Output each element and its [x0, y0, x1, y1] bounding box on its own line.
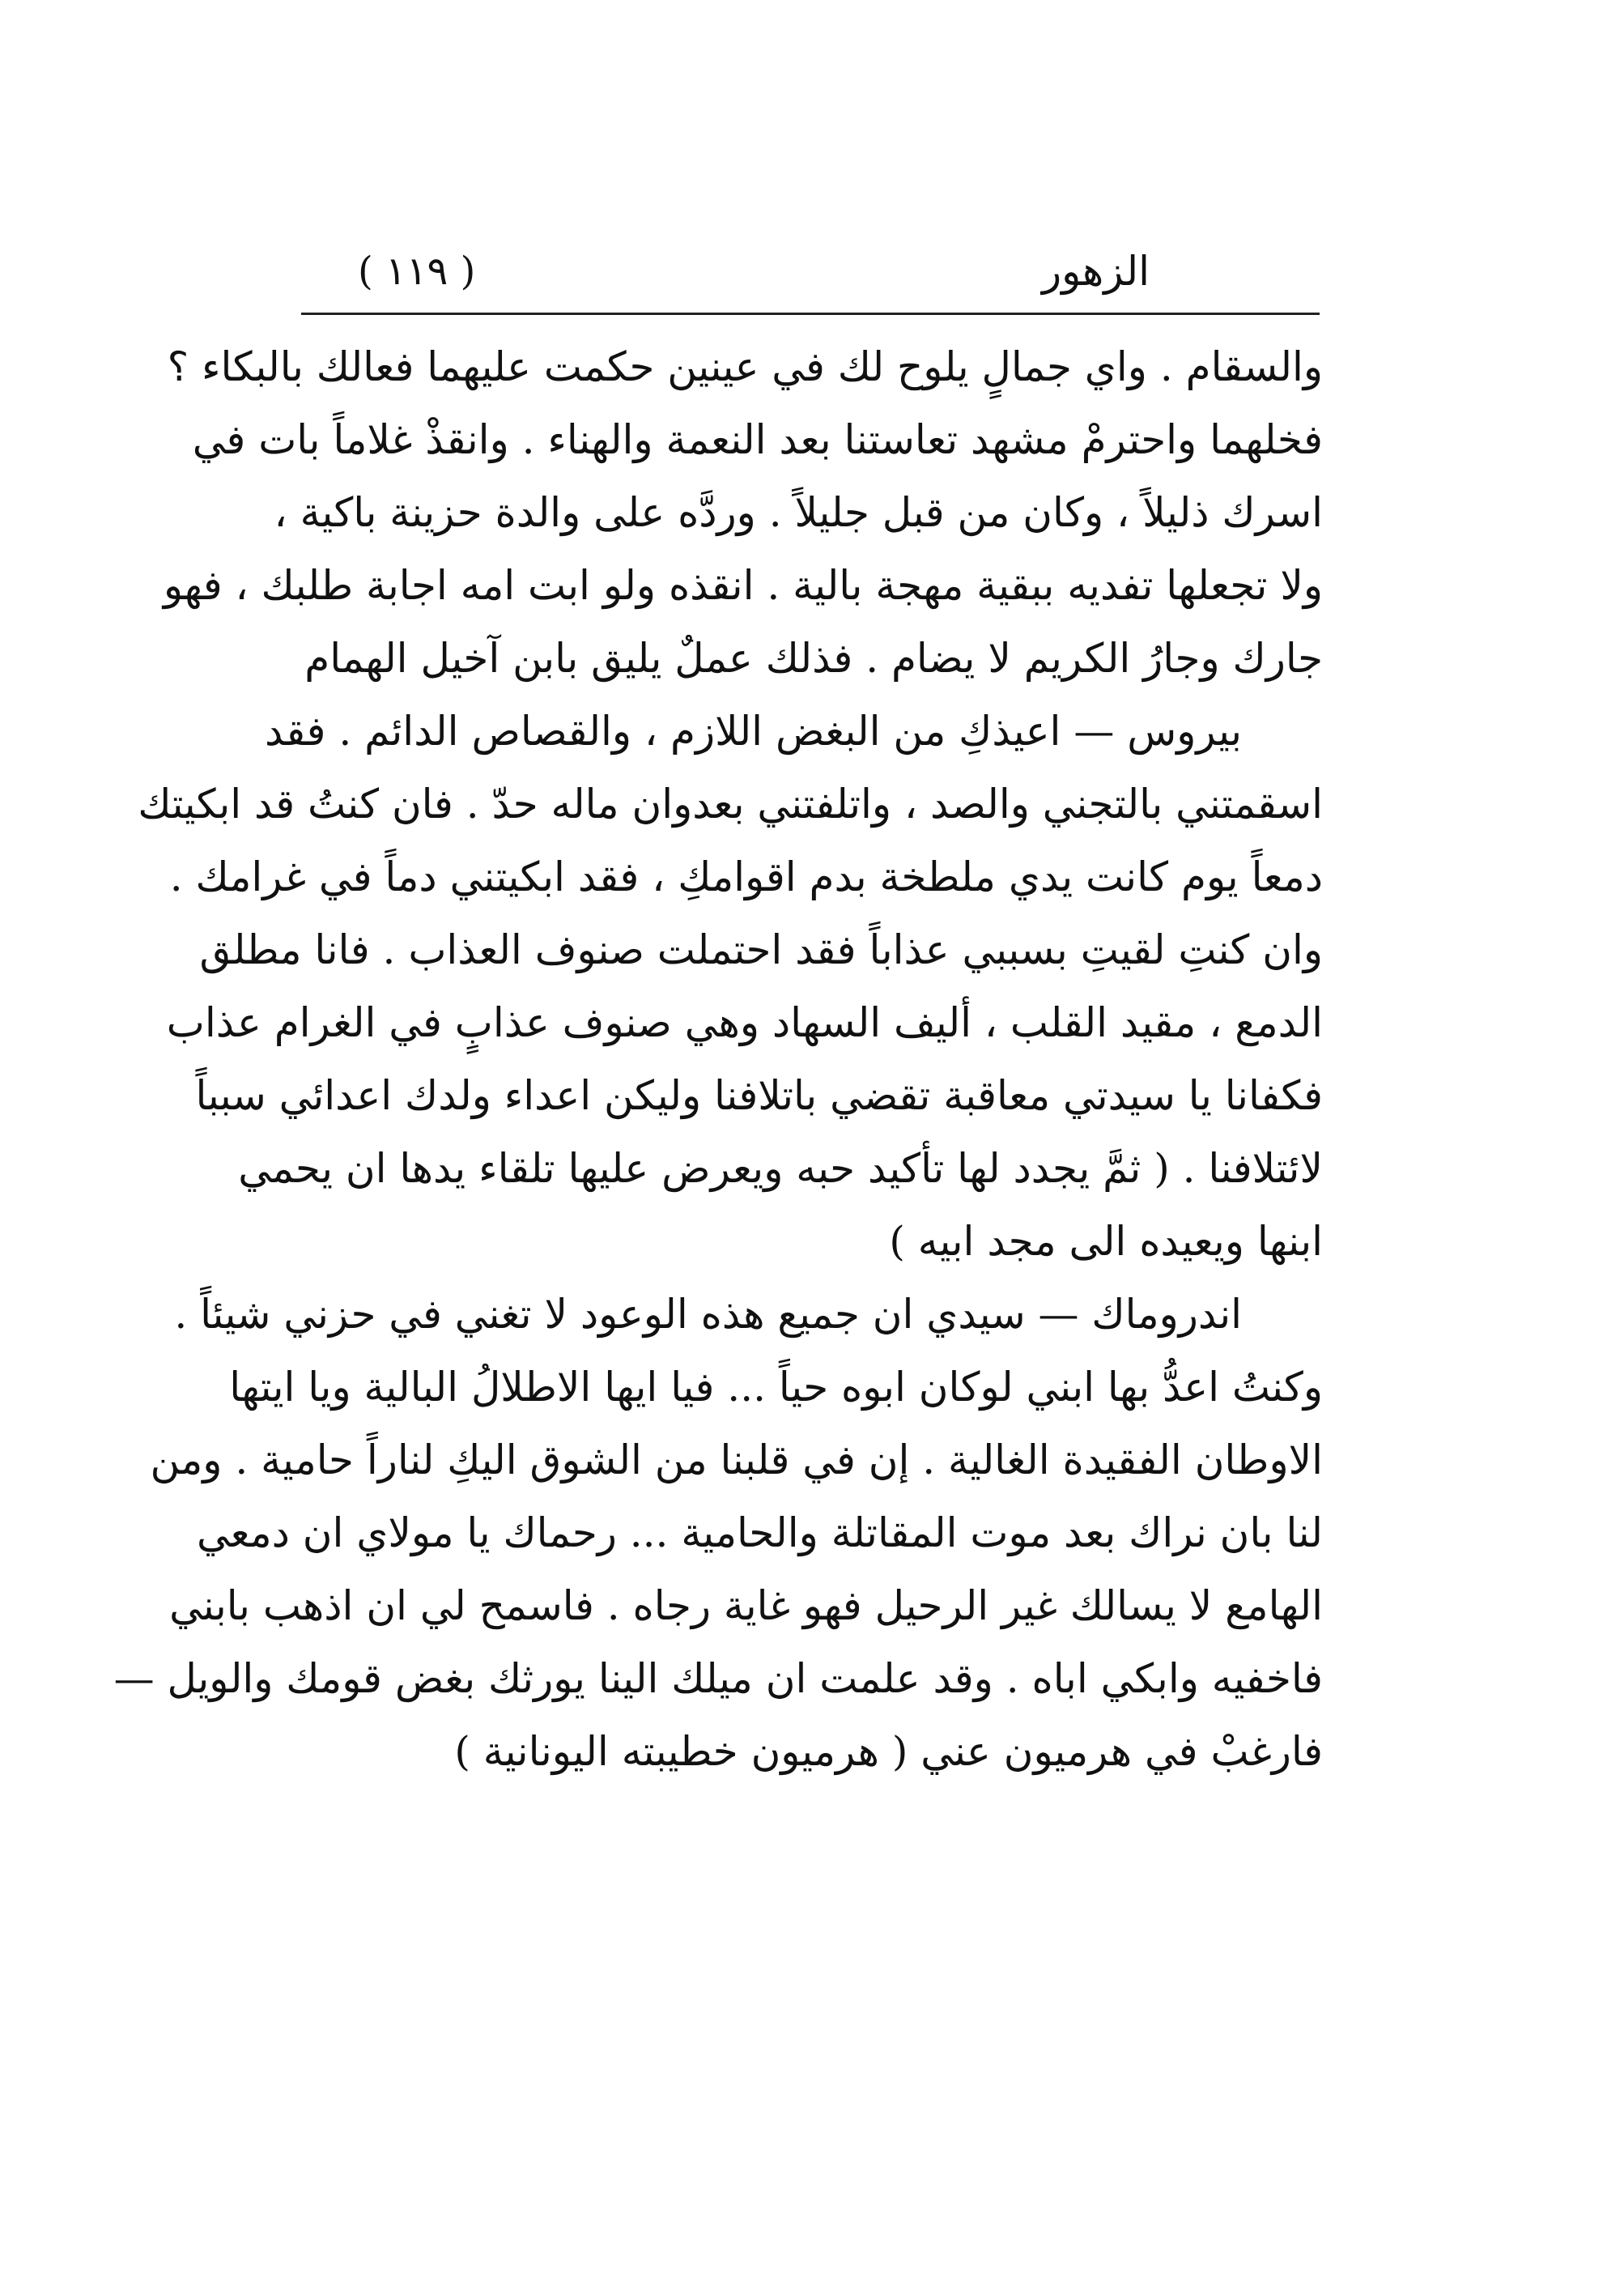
text-line: الاوطان الفقيدة الغالية . إن في قلبنا من الشوق اليكِ لناراً حامية . ومن [150, 1436, 1323, 1483]
text-line: الهامع لا يسالك غير الرحيل فهو غاية رجاه . فاسمح لي ان اذهب بابني [169, 1582, 1323, 1629]
page-header [301, 243, 1320, 308]
page-number: ( ١١٩ ) [358, 249, 476, 294]
text-line: اسقمتني بالتجني والصد ، واتلفتني بعدوان ماله حدّ . فان كنتُ قد ابكيتك [138, 781, 1323, 828]
text-line: فاخفيه وابكي اباه . وقد علمت ان ميلك الينا يورثك بغض قومك والويل — [113, 1655, 1323, 1702]
paragraph-3 [113, 1278, 1323, 1788]
paragraph-1 [163, 330, 1323, 695]
text-line: ابنها ويعيده الى مجد ابيه ) [889, 1218, 1323, 1265]
text-line: فكفانا يا سيدتي معاقبة تقضي باتلافنا وليكن اعداء ولدك اعدائي سبباً [195, 1072, 1323, 1119]
text-line: لائتلافنا . ( ثمَّ يجدد لها تأكيد حبه ويعرض عليها تلقاء يدها ان يحمي [238, 1145, 1323, 1192]
text-line: بيروس — اعيذكِ من البغض اللازم ، والقصاص الدائم . فقد [264, 708, 1242, 755]
text-line: اسرك ذليلاً ، وكان من قبل جليلاً . وردَّه على والدة حزينة باكية ، [274, 489, 1323, 536]
running-title: الزهور [1041, 248, 1150, 295]
text-line: فارغبْ في هرميون عني ( هرميون خطيبته اليونانية ) [454, 1728, 1323, 1775]
page-body [113, 330, 1323, 1788]
paragraph-2 [138, 695, 1323, 1278]
text-line: والسقام . واي جمالٍ يلوح لك في عينين حكمت عليهما فعالك بالبكاء ؟ [167, 343, 1323, 390]
text-line: لنا بان نراك بعد موت المقاتلة والحامية ... رحماك يا مولاي ان دمعي [197, 1509, 1323, 1556]
text-line: فخلهما واحترمْ مشهد تعاستنا بعد النعمة والهناء . وانقذْ غلاماً بات في [192, 416, 1323, 463]
text-line: وكنتُ اعدُّ بها ابني لوكان ابوه حياً ... فيا ايها الاطلالُ البالية ويا ايتها [229, 1364, 1323, 1411]
header-divider [301, 313, 1320, 315]
text-line: دمعاً يوم كانت يدي ملطخة بدم اقوامكِ ، فقد ابكيتني دماً في غرامك . [169, 853, 1323, 900]
text-line: ولا تجعلها تفديه ببقية مهجة بالية . انقذه ولو ابت امه اجابة طلبك ، فهو [163, 562, 1323, 609]
text-line: وان كنتِ لقيتِ بسببي عذاباً فقد احتملت صنوف العذاب . فانا مطلق [199, 926, 1323, 973]
text-line: الدمع ، مقيد القلب ، أليف السهاد وهي صنوف عذابٍ في الغرام عذاب [166, 999, 1323, 1046]
text-line: جارك وجارُ الكريم لا يضام . فذلك عملٌ يليق بابن آخيل الهمام [304, 635, 1323, 682]
text-line: اندروماك — سيدي ان جميع هذه الوعود لا تغني في حزني شيئاً . [174, 1291, 1242, 1338]
